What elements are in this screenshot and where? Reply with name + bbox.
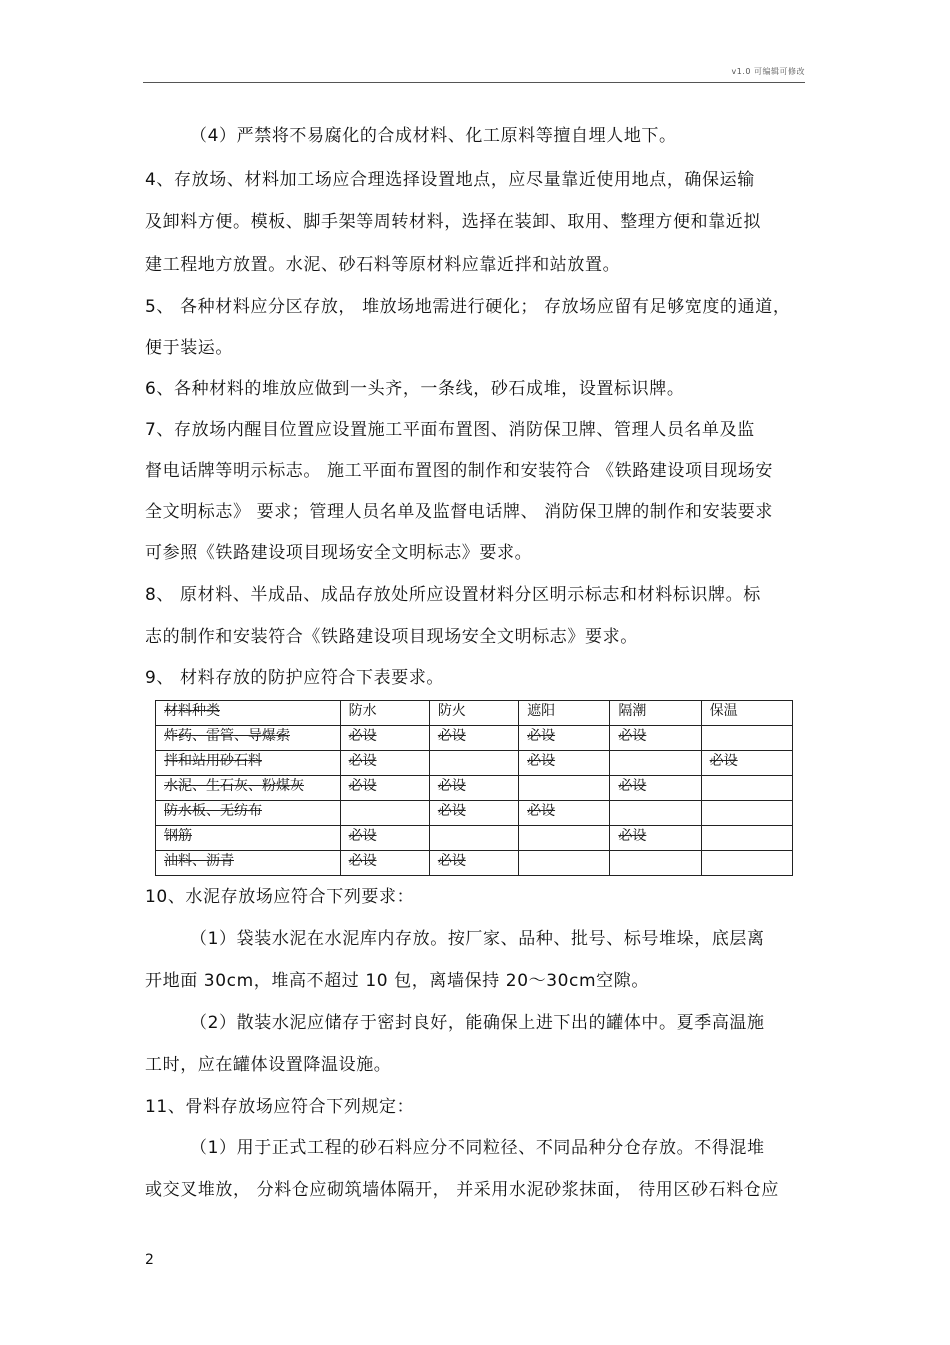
table-cell: 必设 (340, 726, 429, 751)
table-header-row (156, 701, 793, 726)
paragraph: 6、各种材料的堆放应做到一头齐，一条线，砂石成堆，设置标识牌。 (145, 379, 685, 399)
table-cell: 必设 (340, 751, 429, 776)
paragraph: 志的制作和安装符合《铁路建设项目现场安全文明标志》要求。 (145, 627, 638, 647)
table-header-cell: 遮阳 (519, 701, 610, 726)
paragraph: 10、水泥存放场应符合下列要求： (145, 887, 415, 907)
table-header-cell: 保温 (701, 701, 792, 726)
table-row (156, 826, 793, 851)
paragraph: 4、存放场、材料加工场应合理选择设置地点，应尽量靠近使用地点，确保运输 (145, 170, 755, 190)
table-cell: 必设 (340, 851, 429, 876)
paragraph: 开地面 30cm，堆高不超过 10 包，离墙保持 20～30cm空隙。 (145, 971, 649, 991)
table-row (156, 751, 793, 776)
table-cell (610, 851, 701, 876)
table-cell: 必设 (701, 751, 792, 776)
table-cell (701, 726, 792, 751)
table-cell (610, 751, 701, 776)
table-cell (519, 826, 610, 851)
table-row (156, 726, 793, 751)
table-row (156, 801, 793, 826)
paragraph: 可参照《铁路建设项目现场安全文明标志》要求。 (145, 543, 533, 563)
table-header-cell: 材料种类 (156, 701, 341, 726)
table-cell: 必设 (340, 826, 429, 851)
table-cell (701, 776, 792, 801)
table-cell: 必设 (429, 801, 518, 826)
table-header-cell: 防火 (429, 701, 518, 726)
table-cell (610, 801, 701, 826)
table-cell (519, 851, 610, 876)
table-cell (519, 776, 610, 801)
paragraph: 全文明标志》 要求；管理人员名单及监督电话牌、 消防保卫牌的制作和安装要求 (145, 502, 774, 522)
paragraph: 8、 原材料、半成品、成品存放处所应设置材料分区明示标志和材料标识牌。标 (145, 585, 761, 605)
table-cell: 必设 (340, 776, 429, 801)
paragraph: （1）用于正式工程的砂石料应分不同粒径、不同品种分仓存放。不得混堆 (190, 1138, 765, 1158)
page-number: 2 (145, 1252, 154, 1268)
paragraph: （1）袋装水泥在水泥库内存放。按厂家、品种、批号、标号堆垛，底层离 (190, 929, 765, 949)
table-cell (701, 801, 792, 826)
table-cell: 油料、沥青 (156, 851, 341, 876)
paragraph: （2）散装水泥应储存于密封良好，能确保上进下出的罐体中。夏季高温施 (190, 1013, 765, 1033)
material-protection-table (155, 700, 793, 876)
table-cell: 必设 (519, 801, 610, 826)
table-row (156, 776, 793, 801)
paragraph: 建工程地方放置。水泥、砂石料等原材料应靠近拌和站放置。 (145, 255, 621, 275)
paragraph: 9、 材料存放的防护应符合下表要求。 (145, 668, 445, 688)
paragraph: 11、骨料存放场应符合下列规定： (145, 1097, 415, 1117)
header-version-text: v1.0 可编辑可修改 (731, 67, 805, 76)
table-cell (429, 751, 518, 776)
paragraph: 或交叉堆放， 分料仓应砌筑墙体隔开， 并采用水泥砂浆抹面， 待用区砂石料仓应 (145, 1180, 780, 1200)
paragraph: 工时，应在罐体设置降温设施。 (145, 1055, 392, 1075)
table-header-cell: 防水 (340, 701, 429, 726)
table-cell (340, 801, 429, 826)
table-cell: 防水板、无纺布 (156, 801, 341, 826)
table-cell (701, 851, 792, 876)
table-cell: 拌和站用砂石料 (156, 751, 341, 776)
paragraph: （4）严禁将不易腐化的合成材料、化工原料等擅自埋人地下。 (190, 126, 677, 146)
paragraph: 及卸料方便。模板、脚手架等周转材料，选择在装卸、取用、整理方便和靠近拟 (145, 212, 761, 232)
paragraph: 督电话牌等明示标志。 施工平面布置图的制作和安装符合 《铁路建设项目现场安 (145, 461, 774, 481)
table-row (156, 851, 793, 876)
paragraph: 便于装运。 (145, 338, 233, 358)
table-header-cell: 隔潮 (610, 701, 701, 726)
table-cell: 炸药、雷管、导爆索 (156, 726, 341, 751)
table-cell: 必设 (519, 726, 610, 751)
table-cell: 必设 (429, 726, 518, 751)
table-cell: 必设 (610, 726, 701, 751)
table-cell (701, 826, 792, 851)
table-cell: 必设 (610, 826, 701, 851)
table-cell: 必设 (429, 851, 518, 876)
paragraph: 5、 各种材料应分区存放， 堆放场地需进行硬化； 存放场应留有足够宽度的通道， (145, 297, 791, 317)
table-cell (429, 826, 518, 851)
table-cell: 水泥、生石灰、粉煤灰 (156, 776, 341, 801)
table-cell: 必设 (610, 776, 701, 801)
table-cell: 必设 (519, 751, 610, 776)
paragraph: 7、存放场内醒目位置应设置施工平面布置图、消防保卫牌、管理人员名单及监 (145, 420, 755, 440)
header-rule (143, 82, 805, 83)
table-cell: 钢筋 (156, 826, 341, 851)
table-cell: 必设 (429, 776, 518, 801)
